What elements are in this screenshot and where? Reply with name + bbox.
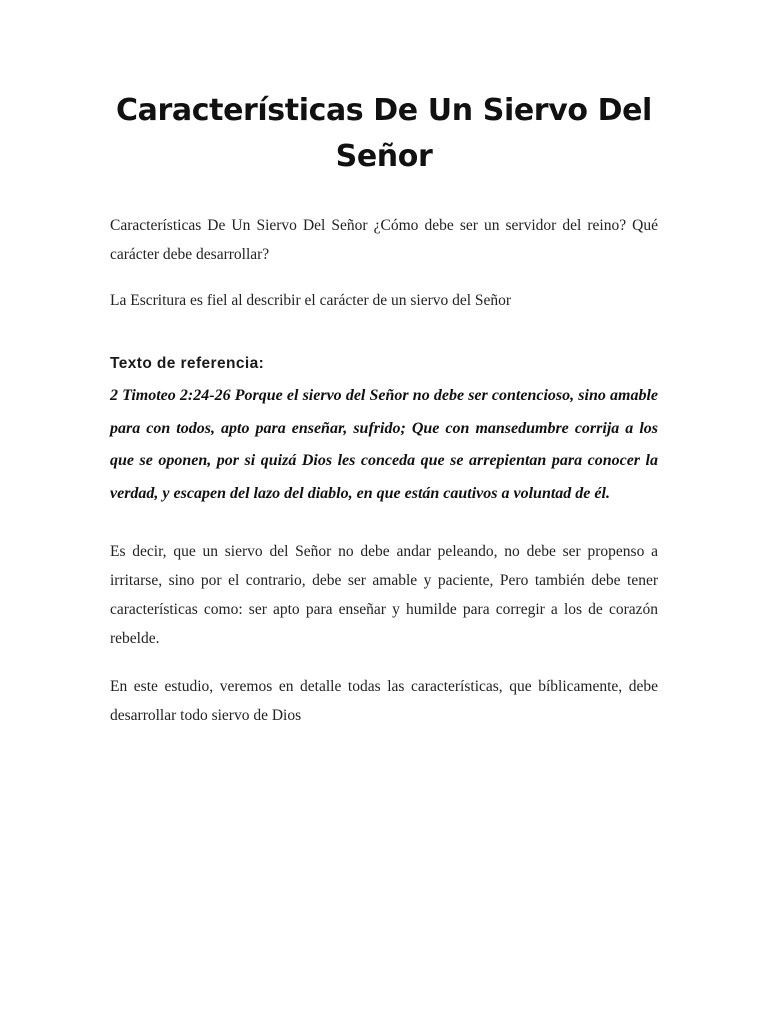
- reference-heading: Texto de referencia:: [110, 355, 265, 372]
- explanation-paragraph: Es decir, que un siervo del Señor no debe andar peleando, no debe ser propenso a irritarse, sino por el contrario, debe ser amable y paciente, Pero también debe tener características como: ser apto para enseñar y humilde para corregir a los de corazón rebelde.: [110, 543, 658, 647]
- reference-verse: 2 Timoteo 2:24-26 Porque el siervo del Señor no debe ser contencioso, sino amable para con todos, apto para enseñar, sufrido; Que con mansedumbre corrija a los que se oponen, por si quizá Dios les conceda que se arrepientan para conocer la verdad, y escapen del lazo del diablo, en que están cautivos a voluntad de él.: [110, 387, 658, 502]
- page-title: Características De Un Siervo Del Señor: [116, 93, 652, 174]
- scripture-paragraph: La Escritura es fiel al describir el carácter de un siervo del Señor: [110, 292, 512, 309]
- intro-paragraph: Características De Un Siervo Del Señor ¿Cómo debe ser un servidor del reino? Qué carácter debe desarrollar?: [110, 217, 658, 263]
- closing-paragraph: En este estudio, veremos en detalle todas las características, que bíblicamente, debe desarrollar todo siervo de Dios: [110, 678, 658, 724]
